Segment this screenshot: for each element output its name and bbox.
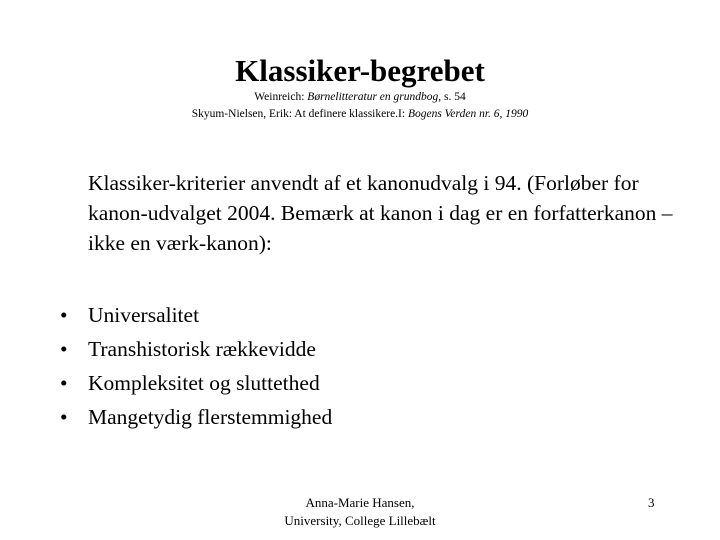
page-number: 3: [648, 495, 655, 510]
bullet-icon: •: [60, 405, 68, 429]
reference-line-2: [0, 107, 720, 121]
footer-author: [0, 494, 720, 530]
slide-title: Klassiker-begrebet: [235, 53, 485, 88]
bullet-icon: •: [60, 371, 68, 395]
footer-author-name: Anna-Marie Hansen,: [305, 495, 415, 510]
list-item-text: Universalitet: [88, 303, 200, 327]
intro-paragraph: Klassiker-kriterier anvendt af et kanonudvalg i 94. (Forløber for kanon-udvalget 2004. Bemærk at kanon i dag er en forfatterkanon – ikke en værk-kanon):: [88, 171, 673, 255]
list-item-text: Transhistorisk rækkevidde: [88, 337, 316, 361]
list-item-text: Kompleksitet og sluttethed: [88, 371, 320, 395]
reference-1-title: Børnelitteratur en grundbog: [307, 91, 439, 103]
list-item-text: Mangetydig flerstemmighed: [88, 405, 333, 429]
bullet-icon: •: [60, 337, 68, 361]
reference-2-title: Bogens Verden nr. 6, 1990: [407, 108, 529, 120]
reference-1-prefix: Weinreich:: [254, 91, 308, 103]
reference-2-prefix: Skyum-Nielsen, Erik: At definere klassikere.I:: [191, 108, 408, 120]
reference-line-1: [0, 90, 720, 104]
criteria-list: [60, 298, 332, 434]
reference-1-suffix: , s. 54: [438, 91, 466, 103]
list-item: [60, 332, 332, 366]
list-item: [60, 366, 332, 400]
bullet-icon: •: [60, 303, 68, 327]
list-item: [60, 400, 332, 434]
footer-affiliation: University, College Lillebælt: [284, 513, 436, 528]
list-item: [60, 298, 332, 332]
